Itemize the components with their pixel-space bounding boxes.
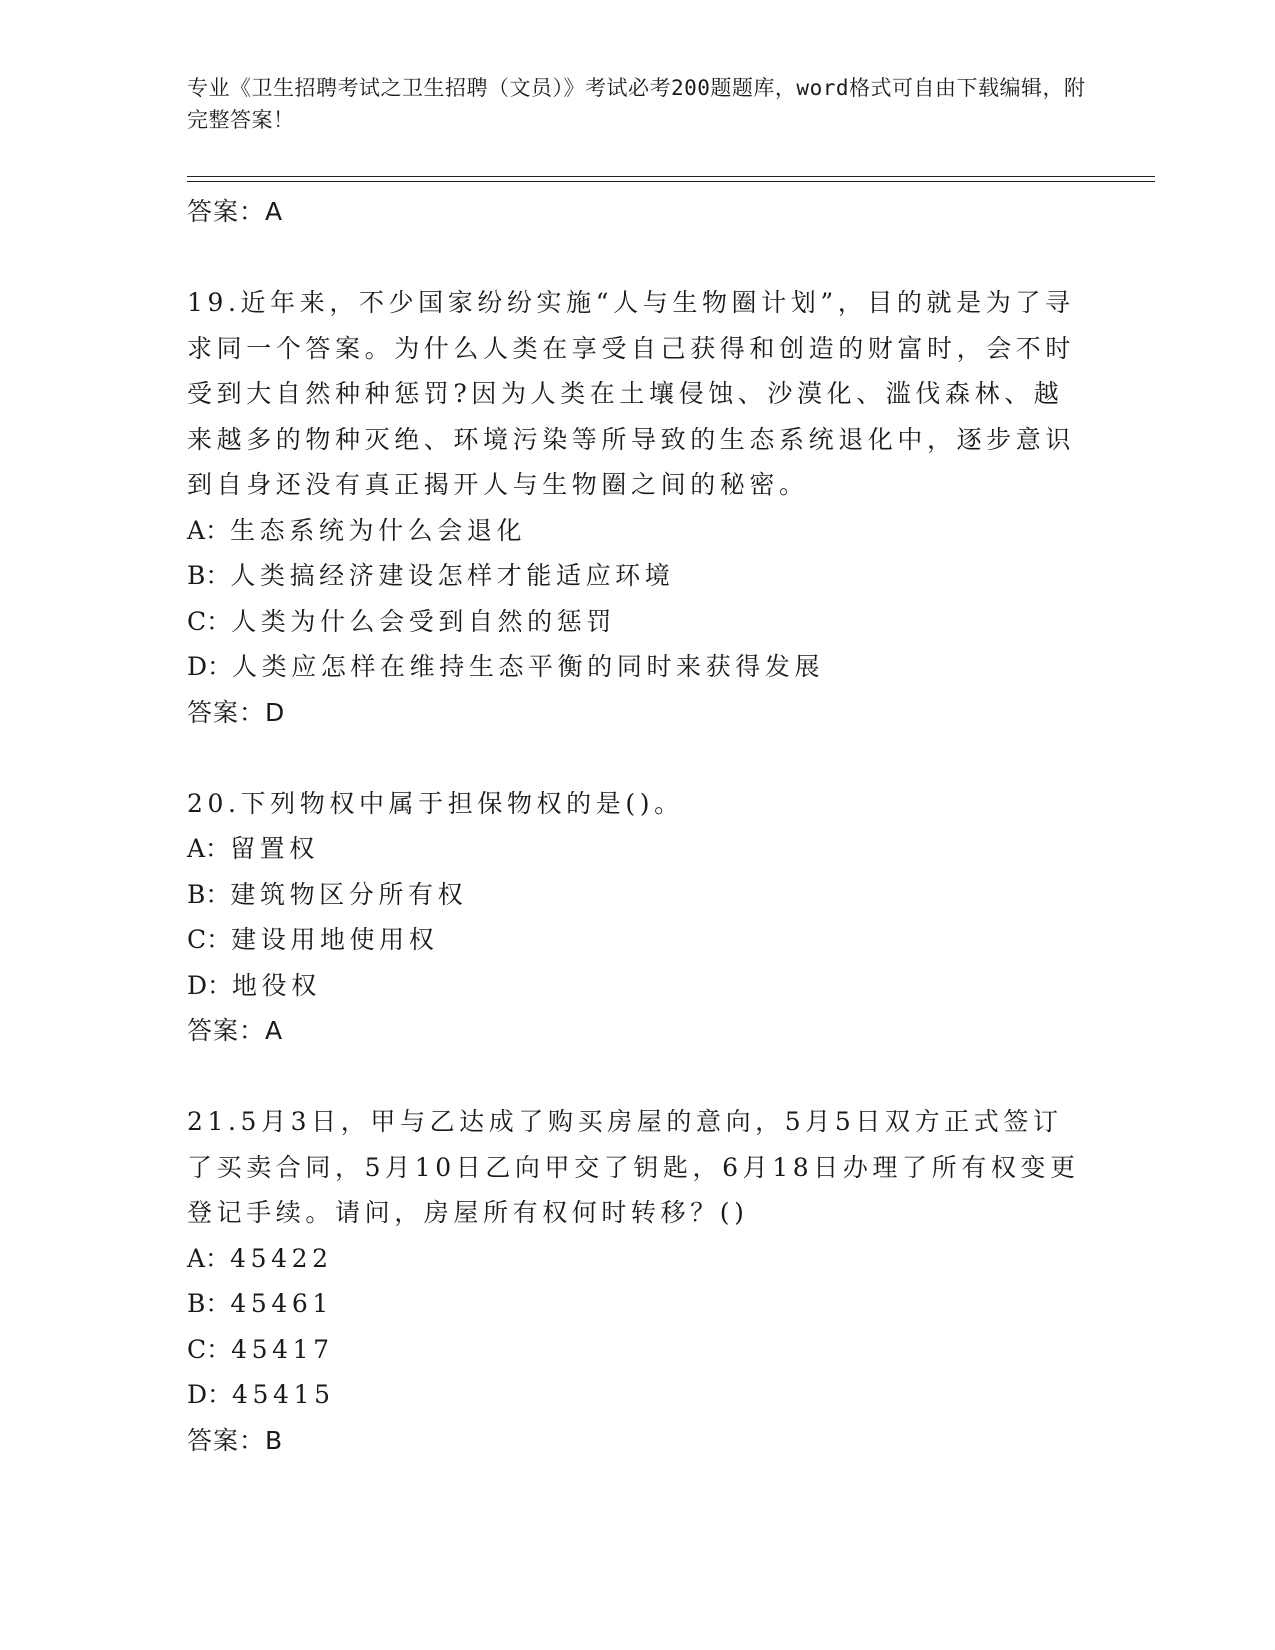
option-letter: A： — [187, 1243, 231, 1273]
option-letter: C： — [187, 925, 232, 954]
option-text: 建筑物区分所有权 — [230, 879, 468, 909]
option-letter: B： — [187, 879, 231, 909]
option-letter: D： — [187, 970, 233, 1000]
option-text: 45461 — [230, 1289, 333, 1318]
question-20 — [187, 781, 1087, 1054]
option-d — [187, 1372, 1087, 1418]
answer-line: 答案：A — [187, 197, 284, 226]
option-letter: A： — [187, 834, 231, 863]
option-text: 建设用地使用权 — [231, 925, 439, 954]
option-letter: D： — [187, 1380, 233, 1409]
block-gap — [187, 735, 1087, 781]
option-text: 45422 — [230, 1243, 333, 1273]
block-gap — [187, 234, 1087, 280]
option-a — [187, 826, 1087, 872]
option-text: 人类搞经济建设怎样才能适应环境 — [230, 561, 675, 590]
question-19 — [187, 280, 1087, 735]
option-letter: D： — [187, 652, 233, 681]
answer-line: 答案：B — [187, 1425, 284, 1455]
block-gap — [187, 1053, 1087, 1099]
option-text: 人类应怎样在维持生态平衡的同时来获得发展 — [232, 652, 825, 681]
option-c — [187, 917, 1087, 963]
option-c — [187, 599, 1087, 645]
option-d — [187, 963, 1087, 1009]
option-text: 45415 — [232, 1380, 335, 1409]
document-header: 专业《卫生招聘考试之卫生招聘（文员）》考试必考200题题库，word格式可自由下载编辑，附完整答案！ — [187, 76, 1086, 132]
option-letter: C： — [187, 606, 232, 636]
option-letter: A： — [187, 515, 231, 545]
option-text: 地役权 — [232, 970, 321, 1000]
answer-line: 答案：A — [187, 1016, 284, 1045]
option-b — [187, 872, 1087, 918]
option-a — [187, 1236, 1087, 1282]
option-a — [187, 508, 1087, 554]
option-text: 生态系统为什么会退化 — [230, 515, 527, 545]
option-letter: C： — [187, 1334, 232, 1364]
option-text: 45417 — [231, 1334, 334, 1364]
option-text: 留置权 — [230, 834, 319, 863]
answer-line: 答案：D — [187, 697, 286, 727]
option-letter: B： — [187, 1289, 231, 1318]
option-text: 人类为什么会受到自然的惩罚 — [231, 606, 616, 636]
question-stem: 21.5月3日，甲与乙达成了购买房屋的意向，5月5日双方正式签订了买卖合同，5月10日乙向甲交了钥匙，6月18日办理了所有权变更登记手续。请问，房屋所有权何时转移？() — [187, 1107, 1080, 1227]
document-body — [187, 189, 1087, 1463]
header-rule-top — [187, 176, 1155, 177]
option-b — [187, 553, 1087, 599]
option-b — [187, 1281, 1087, 1327]
question-stem: 19.近年来，不少国家纷纷实施“人与生物圈计划”，目的就是为了寻求同一个答案。为什么人类在享受自己获得和创造的财富时，会不时受到大自然种种惩罚?因为人类在土壤侵蚀、沙漠化、滥伐森林、越来越多的物种灭绝、环境污染等所导致的生态系统退化中，逐步意识到自身还没有真正揭开人与生物圈之间的秘密。 — [187, 288, 1076, 499]
option-letter: B： — [187, 561, 231, 590]
header-rule-bottom — [187, 181, 1155, 182]
option-d — [187, 644, 1087, 690]
question-stem: 20.下列物权中属于担保物权的是()。 — [187, 788, 684, 818]
option-c — [187, 1327, 1087, 1373]
question-21 — [187, 1099, 1087, 1463]
